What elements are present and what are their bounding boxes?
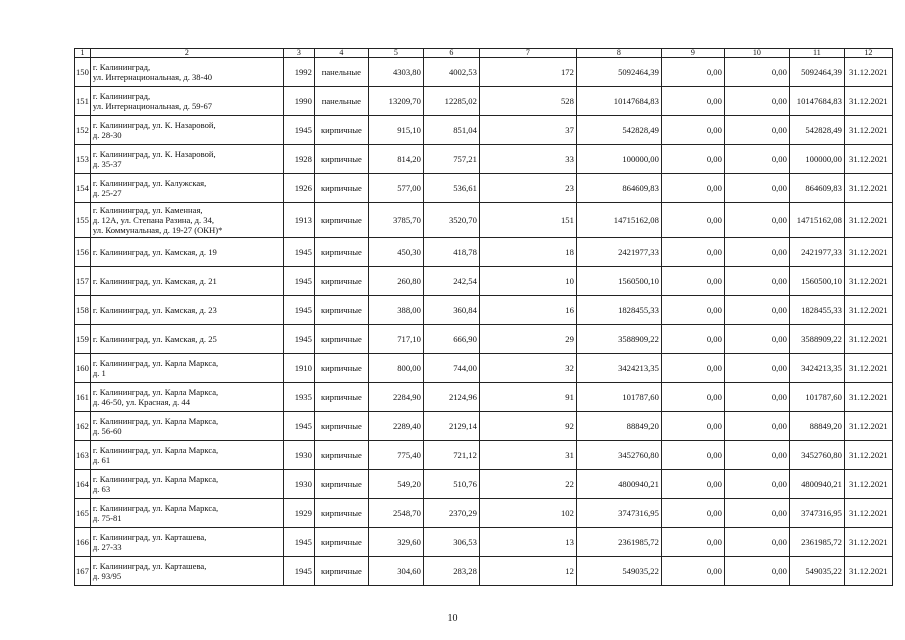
residents-cell: 528	[479, 87, 576, 116]
address-line: г. Калининград, ул. Карла Маркса,	[92, 503, 219, 513]
address-line: д. 61	[92, 455, 111, 465]
value-cell-col9: 0,00	[661, 354, 724, 383]
date-cell: 31.12.2021	[844, 557, 892, 586]
row-number: 157	[75, 267, 91, 296]
address-line: д. 12А, ул. Степана Разина, д. 34,	[92, 215, 215, 225]
value-cell-col11: 1560500,10	[789, 267, 844, 296]
address-line: д. 1	[92, 368, 106, 378]
value-cell-col9: 0,00	[661, 145, 724, 174]
table-row	[75, 87, 893, 116]
living-area-cell: 12285,02	[423, 87, 479, 116]
total-area-cell: 2548,70	[368, 499, 423, 528]
address-line: д. 56-60	[92, 426, 122, 436]
date-cell: 31.12.2021	[844, 354, 892, 383]
cost-total-cell: 14715162,08	[576, 203, 661, 238]
table-row	[75, 238, 893, 267]
value-cell-col10: 0,00	[724, 557, 789, 586]
address-line: д. 27-33	[92, 542, 122, 552]
wall-material-cell: панельные	[314, 58, 368, 87]
address-cell	[90, 267, 283, 296]
value-cell-col9: 0,00	[661, 87, 724, 116]
total-area-cell: 388,00	[368, 296, 423, 325]
value-cell-col10: 0,00	[724, 87, 789, 116]
residents-cell: 151	[479, 203, 576, 238]
row-number: 164	[75, 470, 91, 499]
wall-material-cell: кирпичные	[314, 116, 368, 145]
address-cell	[90, 557, 283, 586]
value-cell-col9: 0,00	[661, 267, 724, 296]
table-row	[75, 383, 893, 412]
value-cell-col10: 0,00	[724, 325, 789, 354]
residents-cell: 102	[479, 499, 576, 528]
wall-material-cell: кирпичные	[314, 174, 368, 203]
row-number: 152	[75, 116, 91, 145]
year-cell: 1945	[283, 325, 314, 354]
cost-total-cell: 3452760,80	[576, 441, 661, 470]
living-area-cell: 851,04	[423, 116, 479, 145]
total-area-cell: 329,60	[368, 528, 423, 557]
value-cell-col10: 0,00	[724, 58, 789, 87]
residents-cell: 12	[479, 557, 576, 586]
wall-material-cell: кирпичные	[314, 296, 368, 325]
total-area-cell: 260,80	[368, 267, 423, 296]
living-area-cell: 306,53	[423, 528, 479, 557]
row-number: 159	[75, 325, 91, 354]
address-cell	[90, 58, 283, 87]
value-cell-col11: 2421977,33	[789, 238, 844, 267]
value-cell-col11: 10147684,83	[789, 87, 844, 116]
address-line: г. Калининград, ул. Каменная,	[92, 205, 203, 215]
total-area-cell: 304,60	[368, 557, 423, 586]
residents-cell: 92	[479, 412, 576, 441]
total-area-cell: 775,40	[368, 441, 423, 470]
address-cell	[90, 383, 283, 412]
value-cell-col11: 3747316,95	[789, 499, 844, 528]
cost-total-cell: 3588909,22	[576, 325, 661, 354]
table-row	[75, 412, 893, 441]
date-cell: 31.12.2021	[844, 470, 892, 499]
address-cell	[90, 87, 283, 116]
cost-total-cell: 101787,60	[576, 383, 661, 412]
value-cell-col9: 0,00	[661, 116, 724, 145]
address-line: г. Калининград, ул. Камская, д. 25	[92, 334, 217, 344]
value-cell-col9: 0,00	[661, 238, 724, 267]
year-cell: 1945	[283, 238, 314, 267]
cost-total-cell: 542828,49	[576, 116, 661, 145]
year-cell: 1935	[283, 383, 314, 412]
address-line: г. Калининград, ул. Карла Маркса,	[92, 445, 219, 455]
row-number: 150	[75, 58, 91, 87]
cost-total-cell: 1828455,33	[576, 296, 661, 325]
address-line: д. 93/95	[92, 571, 122, 581]
column-number: 4	[314, 49, 368, 58]
year-cell: 1928	[283, 145, 314, 174]
row-number: 151	[75, 87, 91, 116]
value-cell-col11: 88849,20	[789, 412, 844, 441]
address-line: г. Калининград, ул. Карла Маркса,	[92, 474, 219, 484]
wall-material-cell: кирпичные	[314, 267, 368, 296]
cost-total-cell: 5092464,39	[576, 58, 661, 87]
date-cell: 31.12.2021	[844, 87, 892, 116]
year-cell: 1910	[283, 354, 314, 383]
total-area-cell: 2289,40	[368, 412, 423, 441]
living-area-cell: 2124,96	[423, 383, 479, 412]
address-line: г. Калининград, ул. Карташева,	[92, 561, 207, 571]
column-number: 11	[789, 49, 844, 58]
date-cell: 31.12.2021	[844, 441, 892, 470]
year-cell: 1945	[283, 557, 314, 586]
year-cell: 1926	[283, 174, 314, 203]
value-cell-col10: 0,00	[724, 470, 789, 499]
address-cell	[90, 354, 283, 383]
value-cell-col9: 0,00	[661, 412, 724, 441]
value-cell-col10: 0,00	[724, 441, 789, 470]
column-number: 2	[90, 49, 283, 58]
wall-material-cell: кирпичные	[314, 354, 368, 383]
total-area-cell: 13209,70	[368, 87, 423, 116]
date-cell: 31.12.2021	[844, 145, 892, 174]
cost-total-cell: 1560500,10	[576, 267, 661, 296]
living-area-cell: 757,21	[423, 145, 479, 174]
table-row	[75, 325, 893, 354]
page-number: 10	[447, 613, 458, 624]
value-cell-col9: 0,00	[661, 174, 724, 203]
year-cell: 1945	[283, 116, 314, 145]
row-number: 165	[75, 499, 91, 528]
value-cell-col10: 0,00	[724, 296, 789, 325]
cost-total-cell: 4800940,21	[576, 470, 661, 499]
living-area-cell: 3520,70	[423, 203, 479, 238]
value-cell-col10: 0,00	[724, 354, 789, 383]
address-line: г. Калининград, ул. К. Назаровой,	[92, 149, 216, 159]
address-line: ул. Коммунальная, д. 19-27 (ОКН)*	[92, 225, 223, 235]
residents-cell: 172	[479, 58, 576, 87]
year-cell: 1945	[283, 412, 314, 441]
table-row	[75, 528, 893, 557]
row-number: 161	[75, 383, 91, 412]
value-cell-col9: 0,00	[661, 470, 724, 499]
table-row	[75, 116, 893, 145]
value-cell-col10: 0,00	[724, 383, 789, 412]
wall-material-cell: кирпичные	[314, 325, 368, 354]
wall-material-cell: кирпичные	[314, 470, 368, 499]
cost-total-cell: 10147684,83	[576, 87, 661, 116]
total-area-cell: 915,10	[368, 116, 423, 145]
value-cell-col9: 0,00	[661, 325, 724, 354]
value-cell-col9: 0,00	[661, 203, 724, 238]
cost-total-cell: 2421977,33	[576, 238, 661, 267]
living-area-cell: 2129,14	[423, 412, 479, 441]
date-cell: 31.12.2021	[844, 238, 892, 267]
table-row	[75, 58, 893, 87]
address-line: д. 35-37	[92, 159, 122, 169]
cost-total-cell: 864609,83	[576, 174, 661, 203]
address-line: г. Калининград, ул. Камская, д. 21	[92, 276, 217, 286]
value-cell-col11: 549035,22	[789, 557, 844, 586]
cost-total-cell: 3747316,95	[576, 499, 661, 528]
cost-total-cell: 100000,00	[576, 145, 661, 174]
residents-cell: 29	[479, 325, 576, 354]
wall-material-cell: кирпичные	[314, 528, 368, 557]
year-cell: 1930	[283, 470, 314, 499]
table-row	[75, 267, 893, 296]
value-cell-col9: 0,00	[661, 499, 724, 528]
wall-material-cell: кирпичные	[314, 145, 368, 174]
date-cell: 31.12.2021	[844, 174, 892, 203]
residents-cell: 33	[479, 145, 576, 174]
column-number: 6	[423, 49, 479, 58]
wall-material-cell: панельные	[314, 87, 368, 116]
column-number: 12	[844, 49, 892, 58]
value-cell-col11: 542828,49	[789, 116, 844, 145]
residents-cell: 10	[479, 267, 576, 296]
address-line: д. 46-50, ул. Красная, д. 44	[92, 397, 190, 407]
year-cell: 1990	[283, 87, 314, 116]
date-cell: 31.12.2021	[844, 203, 892, 238]
value-cell-col10: 0,00	[724, 267, 789, 296]
total-area-cell: 2284,90	[368, 383, 423, 412]
column-number: 9	[661, 49, 724, 58]
value-cell-col10: 0,00	[724, 145, 789, 174]
registry-table	[74, 48, 893, 586]
residents-cell: 31	[479, 441, 576, 470]
address-cell	[90, 174, 283, 203]
address-line: д. 28-30	[92, 130, 122, 140]
date-cell: 31.12.2021	[844, 499, 892, 528]
residents-cell: 16	[479, 296, 576, 325]
address-line: г. Калининград, ул. Карла Маркса,	[92, 416, 219, 426]
address-line: г. Калининград, ул. Карла Маркса,	[92, 358, 219, 368]
row-number: 156	[75, 238, 91, 267]
year-cell: 1945	[283, 267, 314, 296]
year-cell: 1945	[283, 528, 314, 557]
value-cell-col10: 0,00	[724, 499, 789, 528]
address-cell	[90, 296, 283, 325]
address-cell	[90, 238, 283, 267]
residents-cell: 13	[479, 528, 576, 557]
column-number-row	[75, 49, 893, 58]
year-cell: 1929	[283, 499, 314, 528]
living-area-cell: 744,00	[423, 354, 479, 383]
value-cell-col9: 0,00	[661, 58, 724, 87]
address-line: г. Калининград,	[92, 91, 151, 101]
column-number: 10	[724, 49, 789, 58]
value-cell-col9: 0,00	[661, 441, 724, 470]
row-number: 155	[75, 203, 91, 238]
table-row	[75, 557, 893, 586]
column-number: 7	[479, 49, 576, 58]
value-cell-col11: 3452760,80	[789, 441, 844, 470]
value-cell-col10: 0,00	[724, 116, 789, 145]
wall-material-cell: кирпичные	[314, 383, 368, 412]
row-number: 160	[75, 354, 91, 383]
living-area-cell: 721,12	[423, 441, 479, 470]
wall-material-cell: кирпичные	[314, 412, 368, 441]
table-row	[75, 145, 893, 174]
value-cell-col9: 0,00	[661, 557, 724, 586]
address-cell	[90, 325, 283, 354]
value-cell-col9: 0,00	[661, 528, 724, 557]
living-area-cell: 283,28	[423, 557, 479, 586]
row-number: 163	[75, 441, 91, 470]
living-area-cell: 666,90	[423, 325, 479, 354]
value-cell-col11: 5092464,39	[789, 58, 844, 87]
living-area-cell: 4002,53	[423, 58, 479, 87]
total-area-cell: 577,00	[368, 174, 423, 203]
table-row	[75, 174, 893, 203]
value-cell-col11: 3588909,22	[789, 325, 844, 354]
address-line: г. Калининград,	[92, 62, 151, 72]
residents-cell: 23	[479, 174, 576, 203]
column-number: 1	[75, 49, 91, 58]
wall-material-cell: кирпичные	[314, 203, 368, 238]
year-cell: 1945	[283, 296, 314, 325]
value-cell-col10: 0,00	[724, 174, 789, 203]
address-cell	[90, 116, 283, 145]
date-cell: 31.12.2021	[844, 58, 892, 87]
wall-material-cell: кирпичные	[314, 441, 368, 470]
total-area-cell: 549,20	[368, 470, 423, 499]
cost-total-cell: 3424213,35	[576, 354, 661, 383]
value-cell-col11: 4800940,21	[789, 470, 844, 499]
value-cell-col11: 1828455,33	[789, 296, 844, 325]
address-cell	[90, 412, 283, 441]
date-cell: 31.12.2021	[844, 412, 892, 441]
living-area-cell: 2370,29	[423, 499, 479, 528]
value-cell-col11: 3424213,35	[789, 354, 844, 383]
total-area-cell: 450,30	[368, 238, 423, 267]
total-area-cell: 4303,80	[368, 58, 423, 87]
total-area-cell: 717,10	[368, 325, 423, 354]
address-cell	[90, 470, 283, 499]
year-cell: 1913	[283, 203, 314, 238]
address-line: г. Калининград, ул. Камская, д. 19	[92, 247, 217, 257]
cost-total-cell: 549035,22	[576, 557, 661, 586]
table-row	[75, 203, 893, 238]
value-cell-col9: 0,00	[661, 383, 724, 412]
column-number: 8	[576, 49, 661, 58]
value-cell-col10: 0,00	[724, 203, 789, 238]
address-cell	[90, 203, 283, 238]
address-cell	[90, 441, 283, 470]
row-number: 167	[75, 557, 91, 586]
date-cell: 31.12.2021	[844, 325, 892, 354]
address-line: г. Калининград, ул. К. Назаровой,	[92, 120, 216, 130]
living-area-cell: 418,78	[423, 238, 479, 267]
residents-cell: 22	[479, 470, 576, 499]
address-cell	[90, 528, 283, 557]
total-area-cell: 800,00	[368, 354, 423, 383]
living-area-cell: 510,76	[423, 470, 479, 499]
residents-cell: 32	[479, 354, 576, 383]
total-area-cell: 814,20	[368, 145, 423, 174]
residents-cell: 18	[479, 238, 576, 267]
address-line: г. Калининград, ул. Карла Маркса,	[92, 387, 219, 397]
row-number: 162	[75, 412, 91, 441]
date-cell: 31.12.2021	[844, 267, 892, 296]
address-line: ул. Интернациональная, д. 59-67	[92, 101, 213, 111]
address-line: д. 75-81	[92, 513, 122, 523]
date-cell: 31.12.2021	[844, 383, 892, 412]
table-row	[75, 354, 893, 383]
table-row	[75, 296, 893, 325]
wall-material-cell: кирпичные	[314, 499, 368, 528]
cost-total-cell: 2361985,72	[576, 528, 661, 557]
value-cell-col10: 0,00	[724, 238, 789, 267]
date-cell: 31.12.2021	[844, 116, 892, 145]
row-number: 158	[75, 296, 91, 325]
value-cell-col11: 101787,60	[789, 383, 844, 412]
address-line: ул. Интернациональная, д. 38-40	[92, 72, 213, 82]
residents-cell: 91	[479, 383, 576, 412]
address-line: д. 25-27	[92, 188, 122, 198]
value-cell-col10: 0,00	[724, 412, 789, 441]
address-line: д. 63	[92, 484, 111, 494]
year-cell: 1992	[283, 58, 314, 87]
column-number: 5	[368, 49, 423, 58]
wall-material-cell: кирпичные	[314, 557, 368, 586]
value-cell-col10: 0,00	[724, 528, 789, 557]
table-row	[75, 470, 893, 499]
address-cell	[90, 499, 283, 528]
wall-material-cell: кирпичные	[314, 238, 368, 267]
column-number: 3	[283, 49, 314, 58]
address-line: г. Калининград, ул. Карташева,	[92, 532, 207, 542]
living-area-cell: 536,61	[423, 174, 479, 203]
living-area-cell: 360,84	[423, 296, 479, 325]
value-cell-col11: 14715162,08	[789, 203, 844, 238]
address-line: г. Калининград, ул. Камская, д. 23	[92, 305, 217, 315]
total-area-cell: 3785,70	[368, 203, 423, 238]
year-cell: 1930	[283, 441, 314, 470]
address-cell	[90, 145, 283, 174]
value-cell-col11: 2361985,72	[789, 528, 844, 557]
living-area-cell: 242,54	[423, 267, 479, 296]
row-number: 154	[75, 174, 91, 203]
row-number: 166	[75, 528, 91, 557]
row-number: 153	[75, 145, 91, 174]
address-line: г. Калининград, ул. Калужская,	[92, 178, 207, 188]
date-cell: 31.12.2021	[844, 296, 892, 325]
cost-total-cell: 88849,20	[576, 412, 661, 441]
value-cell-col9: 0,00	[661, 296, 724, 325]
date-cell: 31.12.2021	[844, 528, 892, 557]
table-row	[75, 499, 893, 528]
residents-cell: 37	[479, 116, 576, 145]
value-cell-col11: 100000,00	[789, 145, 844, 174]
value-cell-col11: 864609,83	[789, 174, 844, 203]
table-row	[75, 441, 893, 470]
